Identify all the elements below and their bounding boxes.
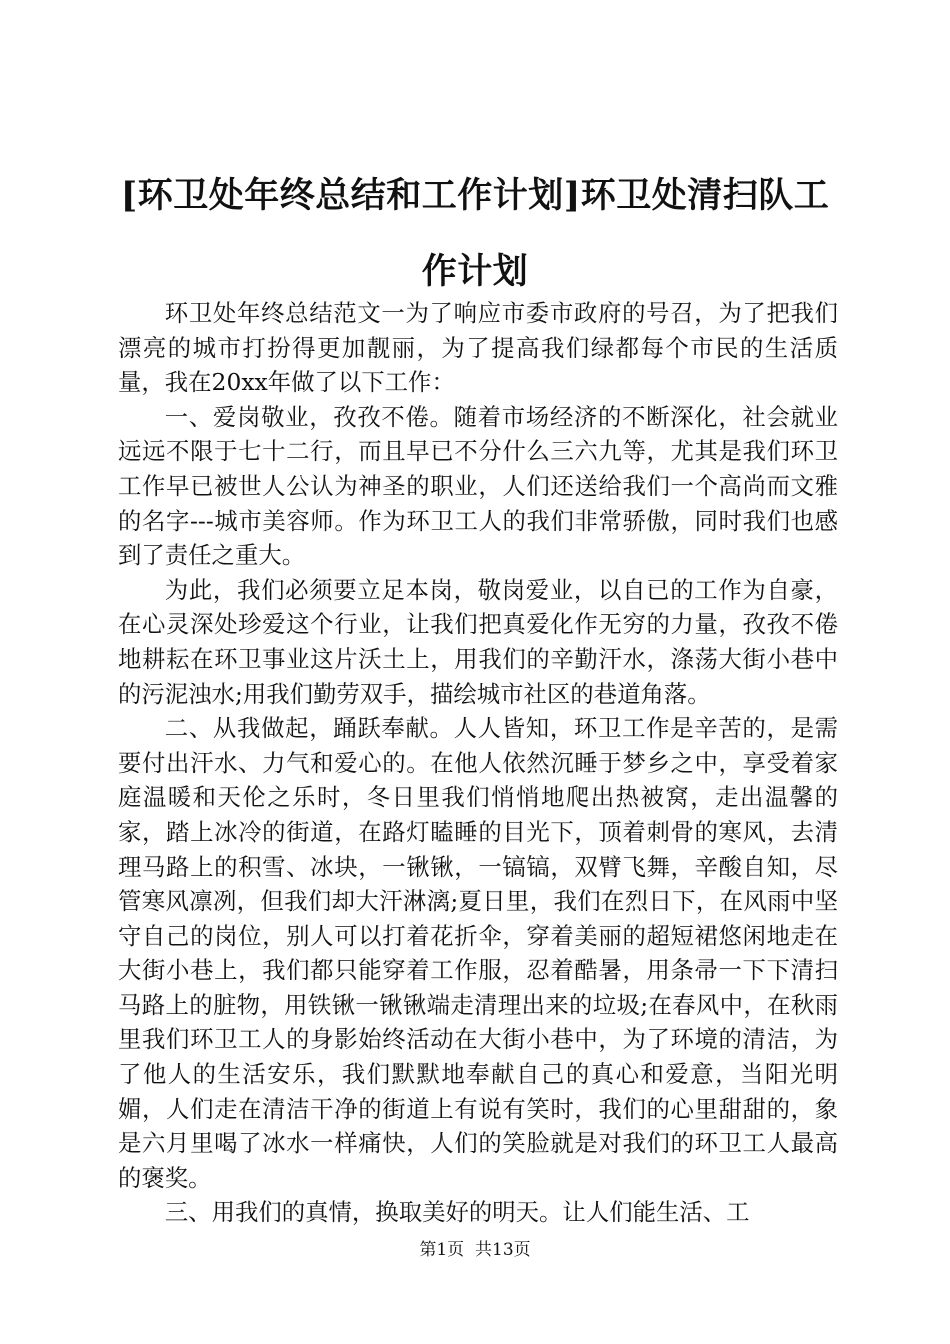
document-title: [环卫处年终总结和工作计划]环卫处清扫队工作计划 (120, 175, 830, 292)
body-paragraph: 为此，我们必须要立足本岗，敬岗爱业，以自已的工作为自豪，在心灵深处珍爱这个行业，让我们把真爱化作无穷的力量，孜孜不倦地耕耘在环卫事业这片沃土上，用我们的辛勤汗水，涤荡大街小巷中的污泥浊水;用我们勤劳双手，描绘城市社区的巷道角落。 (118, 575, 838, 708)
document-body (118, 296, 838, 1230)
body-paragraph: 环卫处年终总结范文一为了响应市委市政府的号召，为了把我们漂亮的城市打扮得更加靓丽，为了提高我们绿都每个市民的生活质量，我在20xx年做了以下工作： (118, 299, 838, 397)
page-total: 共13页 (475, 1240, 531, 1260)
page-footer (0, 1238, 950, 1262)
body-paragraph: 三、用我们的真情，换取美好的明天。让人们能生活、工 (164, 1198, 750, 1227)
page-number: 第1页 (419, 1240, 465, 1260)
body-paragraph: 一、爱岗敬业，孜孜不倦。随着市场经济的不断深化，社会就业远远不限于七十二行，而且早已不分什么三六九等，尤其是我们环卫工作早已被世人公认为神圣的职业，人们还送给我们一个高尚而文雅的名字---城市美容师。作为环卫工人的我们非常骄傲，同时我们也感到了责任之重大。 (118, 402, 838, 570)
body-paragraph: 二、从我做起，踊跃奉献。人人皆知，环卫工作是辛苦的，是需要付出汗水、力气和爱心的。在他人依然沉睡于梦乡之中，享受着家庭温暖和天伦之乐时，冬日里我们悄悄地爬出热被窝，走出温馨的家，踏上冰冷的街道，在路灯瞌睡的目光下，顶着刺骨的寒风，去清理马路上的积雪、冰块，一锹锹，一镐镐，双臂飞舞，辛酸自知，尽管寒风凛冽，但我们却大汗淋漓;夏日里，我们在烈日下，在风雨中坚守自己的岗位，别人可以打着花折伞，穿着美丽的超短裙悠闲地走在大街小巷上，我们都只能穿着工作服，忍着酷暑，用条帚一下下清扫马路上的脏物，用铁锹一锹锹端走清理出来的垃圾;在春风中，在秋雨里我们环卫工人的身影始终活动在大街小巷中，为了环境的清洁，为了他人的生活安乐，我们默默地奉献自己的真心和爱意，当阳光明媚，人们走在清洁干净的街道上有说有笑时，我们的心里甜甜的，象是六月里喝了冰水一样痛快，人们的笑脸就是对我们的环卫工人最高的褒奖。 (118, 714, 838, 1192)
